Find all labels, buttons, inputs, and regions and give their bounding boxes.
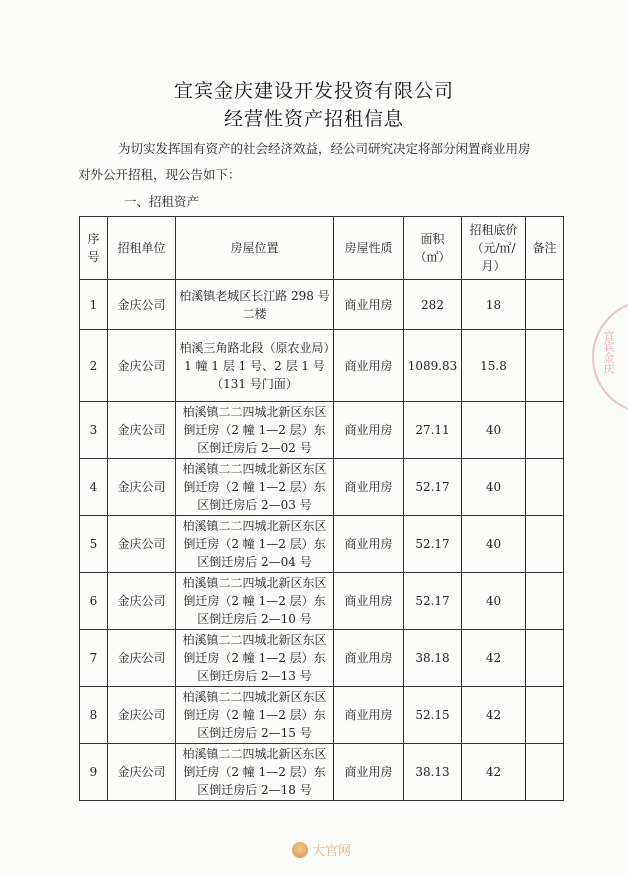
cell-location: 柏溪镇二二四城北新区东区倒迁房（2 幢 1—2 层）东区倒迁房后 2—13 号 bbox=[176, 630, 334, 687]
cell-area: 38.18 bbox=[404, 630, 462, 687]
cell-type: 商业用房 bbox=[334, 459, 404, 516]
cell-note bbox=[526, 280, 564, 330]
cell-area: 52.17 bbox=[404, 573, 462, 630]
cell-type: 商业用房 bbox=[334, 280, 404, 330]
cell-unit: 金庆公司 bbox=[108, 459, 176, 516]
cell-location: 柏溪镇二二四城北新区东区倒迁房（2 幢 1—2 层）东区倒迁房后 2—10 号 bbox=[176, 573, 334, 630]
company-seal-text: 宜宾金庆 bbox=[602, 330, 615, 374]
cell-location: 柏溪三角路北段（原农业局）1 幢 1 层 1 号、2 层 1 号（131 号门面） bbox=[176, 330, 334, 402]
header-area: 面积（㎡） bbox=[404, 217, 462, 280]
cell-type: 商业用房 bbox=[334, 330, 404, 402]
cell-unit: 金庆公司 bbox=[108, 573, 176, 630]
cell-seq: 9 bbox=[80, 744, 108, 801]
cell-area: 27.11 bbox=[404, 402, 462, 459]
cell-seq: 1 bbox=[80, 280, 108, 330]
cell-unit: 金庆公司 bbox=[108, 516, 176, 573]
table-row bbox=[80, 402, 564, 459]
cell-seq: 5 bbox=[80, 516, 108, 573]
cell-seq: 3 bbox=[80, 402, 108, 459]
cell-note bbox=[526, 630, 564, 687]
cell-note bbox=[526, 402, 564, 459]
header-location: 房屋位置 bbox=[176, 217, 334, 280]
cell-price: 18 bbox=[462, 280, 526, 330]
table-row bbox=[80, 573, 564, 630]
cell-type: 商业用房 bbox=[334, 573, 404, 630]
cell-location: 柏溪镇二二四城北新区东区倒迁房（2 幢 1—2 层）东区倒迁房后 2—02 号 bbox=[176, 402, 334, 459]
cell-seq: 8 bbox=[80, 687, 108, 744]
cell-note bbox=[526, 744, 564, 801]
cell-location: 柏溪镇二二四城北新区东区倒迁房（2 幢 1—2 层）东区倒迁房后 2—18 号 bbox=[176, 744, 334, 801]
cell-price: 42 bbox=[462, 630, 526, 687]
cell-price: 40 bbox=[462, 402, 526, 459]
cell-unit: 金庆公司 bbox=[108, 630, 176, 687]
cell-seq: 4 bbox=[80, 459, 108, 516]
intro-paragraph-line2: 对外公开招租，现公告如下： bbox=[78, 167, 241, 182]
watermark-text: 大官网 bbox=[312, 844, 352, 859]
cell-area: 1089.83 bbox=[404, 330, 462, 402]
cell-type: 商业用房 bbox=[334, 630, 404, 687]
cell-price: 42 bbox=[462, 687, 526, 744]
cell-price: 40 bbox=[462, 516, 526, 573]
cell-type: 商业用房 bbox=[334, 687, 404, 744]
header-seq: 序号 bbox=[80, 217, 108, 280]
watermark-logo-icon bbox=[292, 842, 308, 858]
section-heading: 一、招租资产 bbox=[124, 194, 200, 209]
cell-type: 商业用房 bbox=[334, 402, 404, 459]
table-row bbox=[80, 687, 564, 744]
cell-area: 52.17 bbox=[404, 459, 462, 516]
document-subtitle: 经营性资产招租信息 bbox=[223, 108, 404, 130]
document-title: 宜宾金庆建设开发投资有限公司 bbox=[173, 80, 454, 102]
cell-note bbox=[526, 330, 564, 402]
rental-table bbox=[79, 216, 564, 801]
cell-area: 52.15 bbox=[404, 687, 462, 744]
cell-note bbox=[526, 573, 564, 630]
watermark bbox=[292, 840, 351, 859]
cell-unit: 金庆公司 bbox=[108, 280, 176, 330]
cell-area: 52.17 bbox=[404, 516, 462, 573]
header-type: 房屋性质 bbox=[334, 217, 404, 280]
header-price: 招租底价（元/㎡/月） bbox=[462, 217, 526, 280]
table-header-row bbox=[80, 217, 564, 280]
table-row bbox=[80, 630, 564, 687]
table-body bbox=[80, 280, 564, 801]
cell-location: 柏溪镇二二四城北新区东区倒迁房（2 幢 1—2 层）东区倒迁房后 2—03 号 bbox=[176, 459, 334, 516]
cell-location: 柏溪镇二二四城北新区东区倒迁房（2 幢 1—2 层）东区倒迁房后 2—15 号 bbox=[176, 687, 334, 744]
cell-area: 38.13 bbox=[404, 744, 462, 801]
cell-location: 柏溪镇老城区长江路 298 号二楼 bbox=[176, 280, 334, 330]
cell-seq: 6 bbox=[80, 573, 108, 630]
table-row bbox=[80, 516, 564, 573]
cell-unit: 金庆公司 bbox=[108, 687, 176, 744]
cell-price: 40 bbox=[462, 573, 526, 630]
table-row bbox=[80, 280, 564, 330]
cell-note bbox=[526, 687, 564, 744]
cell-unit: 金庆公司 bbox=[108, 402, 176, 459]
table-row bbox=[80, 330, 564, 402]
cell-location: 柏溪镇二二四城北新区东区倒迁房（2 幢 1—2 层）东区倒迁房后 2—04 号 bbox=[176, 516, 334, 573]
cell-note bbox=[526, 516, 564, 573]
cell-area: 282 bbox=[404, 280, 462, 330]
cell-seq: 7 bbox=[80, 630, 108, 687]
cell-unit: 金庆公司 bbox=[108, 744, 176, 801]
table-row bbox=[80, 744, 564, 801]
cell-unit: 金庆公司 bbox=[108, 330, 176, 402]
cell-note bbox=[526, 459, 564, 516]
table-row bbox=[80, 459, 564, 516]
cell-type: 商业用房 bbox=[334, 744, 404, 801]
header-note: 备注 bbox=[526, 217, 564, 280]
cell-price: 40 bbox=[462, 459, 526, 516]
header-unit: 招租单位 bbox=[108, 217, 176, 280]
intro-paragraph-line1: 为切实发挥国有资产的社会经济效益，经公司研究决定将部分闲置商业用房 bbox=[118, 141, 531, 156]
cell-seq: 2 bbox=[80, 330, 108, 402]
cell-price: 42 bbox=[462, 744, 526, 801]
cell-type: 商业用房 bbox=[334, 516, 404, 573]
cell-price: 15.8 bbox=[462, 330, 526, 402]
